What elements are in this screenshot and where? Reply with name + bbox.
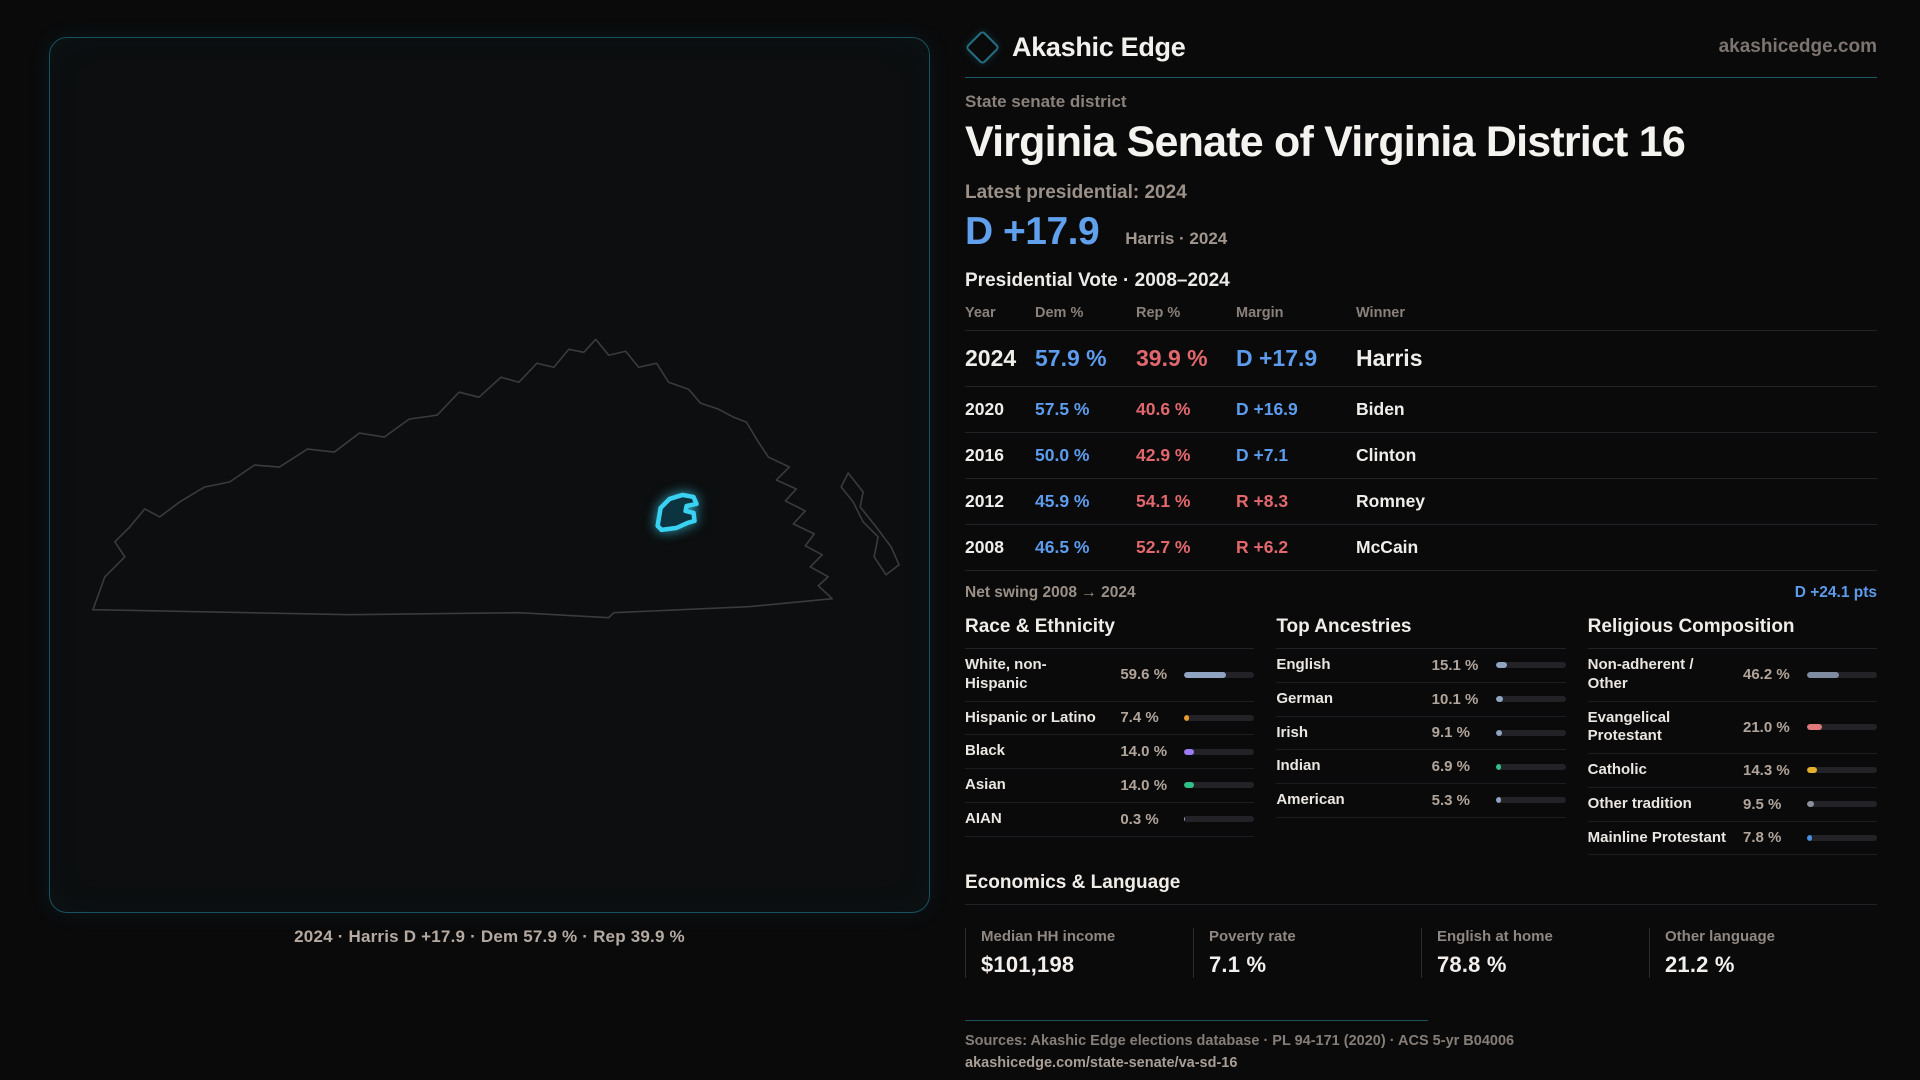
demo-label: Non-adherent / Other xyxy=(1587,656,1694,692)
demo-row xyxy=(1588,822,1877,856)
permalink[interactable]: akashicedge.com/state-senate/va-sd-16 xyxy=(965,1055,1238,1072)
vote-row-2008 xyxy=(965,525,1877,571)
footer xyxy=(965,1020,1877,1072)
demo-label: Mainline Protestant xyxy=(1587,828,1727,846)
demo-value: 0.3 % xyxy=(1120,810,1159,828)
stat-value: $101,198 xyxy=(981,952,1075,978)
bar-track xyxy=(1184,749,1254,755)
demo-label: AIAN xyxy=(965,809,1002,827)
vote-table-body xyxy=(965,331,1877,571)
stat-value: 21.2 % xyxy=(1665,952,1735,978)
page-title: Virginia Senate of Virginia District 16 xyxy=(965,118,1685,166)
bar-track xyxy=(1807,801,1877,807)
stat-label: Poverty rate xyxy=(1209,928,1296,946)
bar-fill xyxy=(1807,835,1812,841)
demo-row xyxy=(1276,649,1565,683)
demo-row xyxy=(965,803,1254,837)
net-swing-label: Net swing 2008 → 2024 xyxy=(965,584,1136,601)
demo-label: Asian xyxy=(965,776,1006,793)
vote-row-2020 xyxy=(965,387,1877,433)
demo-row xyxy=(1588,649,1877,702)
bar-fill xyxy=(1184,672,1226,678)
vote-table-header xyxy=(965,305,1877,331)
net-swing-row xyxy=(965,571,1877,616)
demo-label: English xyxy=(1276,656,1331,673)
net-swing-value: D +24.1 pts xyxy=(1794,584,1877,601)
demo-row xyxy=(965,649,1254,702)
bar-fill xyxy=(1184,816,1185,822)
stat-label: Other language xyxy=(1665,928,1776,946)
vote-dem: 45.9 % xyxy=(1035,491,1090,511)
demo-label: German xyxy=(1276,689,1334,707)
vote-table-title: Presidential Vote · 2008–2024 xyxy=(965,270,1230,291)
demo-value: 7.8 % xyxy=(1742,829,1782,847)
economics-stats-row xyxy=(965,928,1877,978)
bar-track xyxy=(1184,782,1254,788)
brand-header xyxy=(965,28,1877,66)
demo-value: 5.3 % xyxy=(1431,791,1471,809)
vote-rep: 52.7 % xyxy=(1136,537,1191,557)
demo-value: 7.4 % xyxy=(1120,709,1159,727)
latest-margin-value: D +17.9 xyxy=(965,210,1100,253)
stat-label: Median HH income xyxy=(981,928,1116,946)
bar-fill xyxy=(1807,724,1822,730)
vote-winner: McCain xyxy=(1356,537,1419,557)
vote-winner: Biden xyxy=(1356,399,1405,419)
demo-value: 59.6 % xyxy=(1120,666,1168,684)
vote-winner: Romney xyxy=(1356,491,1426,511)
demo-value: 9.5 % xyxy=(1742,795,1782,813)
district-map-panel xyxy=(49,37,930,913)
district-highlight xyxy=(658,495,697,530)
vote-winner: Harris xyxy=(1356,345,1423,371)
vote-winner: Clinton xyxy=(1356,445,1417,465)
vote-margin: D +7.1 xyxy=(1236,445,1289,465)
demo-row xyxy=(965,702,1254,736)
demo-row xyxy=(965,735,1254,769)
vote-rep: 39.9 % xyxy=(1136,345,1208,371)
demo-row xyxy=(1588,702,1877,755)
stat-value: 7.1 % xyxy=(1209,952,1267,978)
demo-column-title: Religious Composition xyxy=(1588,616,1877,649)
vote-year: 2016 xyxy=(965,445,1004,465)
district-type-label: State senate district xyxy=(965,92,1127,111)
demo-value: 9.1 % xyxy=(1431,724,1471,742)
demo-label: American xyxy=(1276,791,1345,808)
bar-track xyxy=(1496,797,1566,803)
demo-column-title: Top Ancestries xyxy=(1276,616,1565,649)
demo-row xyxy=(1276,683,1565,717)
footer-divider xyxy=(965,1020,1428,1021)
virginia-map xyxy=(50,38,929,912)
brand-domain-link[interactable]: akashicedge.com xyxy=(1718,36,1877,57)
report-panel xyxy=(965,28,1877,1072)
col-header-rep: Rep % xyxy=(1136,305,1181,321)
demo-label: Indian xyxy=(1276,757,1321,775)
bar-track xyxy=(1807,767,1877,773)
demo-row xyxy=(1276,717,1565,751)
vote-year: 2012 xyxy=(965,491,1004,511)
demo-value: 6.9 % xyxy=(1431,758,1471,776)
bar-fill xyxy=(1496,764,1501,770)
bar-fill xyxy=(1496,662,1507,668)
demo-value: 10.1 % xyxy=(1431,690,1479,708)
col-header-dem: Dem % xyxy=(1035,305,1084,321)
map-caption: 2024 · Harris D +17.9 · Dem 57.9 % · Rep 39.9 % xyxy=(294,927,685,946)
vote-margin: D +17.9 xyxy=(1236,345,1318,371)
bar-fill xyxy=(1807,672,1839,678)
demo-value: 14.3 % xyxy=(1742,761,1790,779)
demo-label: Hispanic or Latino xyxy=(965,708,1096,726)
vote-margin: D +16.9 xyxy=(1236,399,1298,419)
demo-label: White, non-Hispanic xyxy=(965,656,1047,692)
economics-stat xyxy=(1649,928,1877,978)
vote-margin: R +8.3 xyxy=(1236,491,1289,511)
demo-row xyxy=(965,769,1254,803)
demo-value: 46.2 % xyxy=(1742,666,1790,684)
demo-row xyxy=(1276,750,1565,784)
demo-value: 14.0 % xyxy=(1120,776,1168,794)
vote-dem: 57.9 % xyxy=(1035,345,1107,371)
demo-column xyxy=(965,616,1254,855)
demo-row xyxy=(1588,754,1877,788)
bar-track xyxy=(1496,662,1566,668)
stat-label: English at home xyxy=(1437,928,1553,946)
bar-fill xyxy=(1807,767,1817,773)
bar-fill xyxy=(1496,696,1503,702)
latest-margin-detail: Harris · 2024 xyxy=(1125,229,1228,248)
demo-column-title: Race & Ethnicity xyxy=(965,616,1254,649)
bar-track xyxy=(1184,672,1254,678)
demographics-columns xyxy=(965,616,1877,855)
demo-label: Other tradition xyxy=(1587,794,1692,812)
economics-stat xyxy=(1421,928,1649,978)
demo-label: Irish xyxy=(1276,723,1309,741)
demo-value: 14.0 % xyxy=(1120,743,1168,761)
col-header-winner: Winner xyxy=(1356,305,1406,321)
bar-fill xyxy=(1807,801,1814,807)
bar-fill xyxy=(1184,715,1189,721)
vote-dem: 46.5 % xyxy=(1035,537,1090,557)
economics-stat xyxy=(1193,928,1421,978)
demo-row xyxy=(1588,788,1877,822)
latest-margin-row xyxy=(965,210,1877,254)
brand-name: Akashic Edge xyxy=(1012,31,1186,62)
bar-fill xyxy=(1184,782,1194,788)
demo-label: Catholic xyxy=(1587,761,1647,778)
header-divider xyxy=(965,77,1877,78)
vote-rep: 40.6 % xyxy=(1136,399,1191,419)
virginia-outline xyxy=(93,339,832,617)
stat-value: 78.8 % xyxy=(1437,952,1507,978)
bar-track xyxy=(1807,835,1877,841)
demo-value: 15.1 % xyxy=(1431,656,1479,674)
economics-title: Economics & Language xyxy=(965,872,1877,905)
vote-year: 2024 xyxy=(965,345,1017,371)
vote-year: 2020 xyxy=(965,399,1004,419)
bar-track xyxy=(1496,696,1566,702)
bar-fill xyxy=(1496,730,1502,736)
vote-dem: 50.0 % xyxy=(1035,445,1090,465)
bar-track xyxy=(1807,724,1877,730)
latest-presidential-label: Latest presidential: 2024 xyxy=(965,182,1187,203)
demo-value: 21.0 % xyxy=(1742,718,1790,736)
bar-track xyxy=(1184,715,1254,721)
vote-row-2024 xyxy=(965,331,1877,387)
vote-row-2016 xyxy=(965,433,1877,479)
bar-fill xyxy=(1184,749,1194,755)
eastern-shore-outline xyxy=(841,473,899,575)
vote-row-2012 xyxy=(965,479,1877,525)
vote-dem: 57.5 % xyxy=(1035,399,1090,419)
demo-row xyxy=(1276,784,1565,818)
bar-fill xyxy=(1496,797,1501,803)
demo-column xyxy=(1276,616,1565,855)
bar-track xyxy=(1184,816,1254,822)
col-header-margin: Margin xyxy=(1236,305,1284,321)
economics-stat xyxy=(965,928,1193,978)
vote-rep: 42.9 % xyxy=(1136,445,1191,465)
bar-track xyxy=(1496,730,1566,736)
brand-diamond-icon xyxy=(965,29,1000,64)
col-header-year: Year xyxy=(965,305,996,321)
demo-column xyxy=(1588,616,1877,855)
vote-rep: 54.1 % xyxy=(1136,491,1191,511)
bar-track xyxy=(1807,672,1877,678)
vote-margin: R +6.2 xyxy=(1236,537,1289,557)
sources-text: Sources: Akashic Edge elections database · PL 94-171 (2020) · ACS 5-yr B04006 xyxy=(965,1033,1515,1050)
demo-label: Evangelical Protestant xyxy=(1587,708,1671,745)
bar-track xyxy=(1496,764,1566,770)
vote-year: 2008 xyxy=(965,537,1004,557)
demo-label: Black xyxy=(965,742,1006,760)
